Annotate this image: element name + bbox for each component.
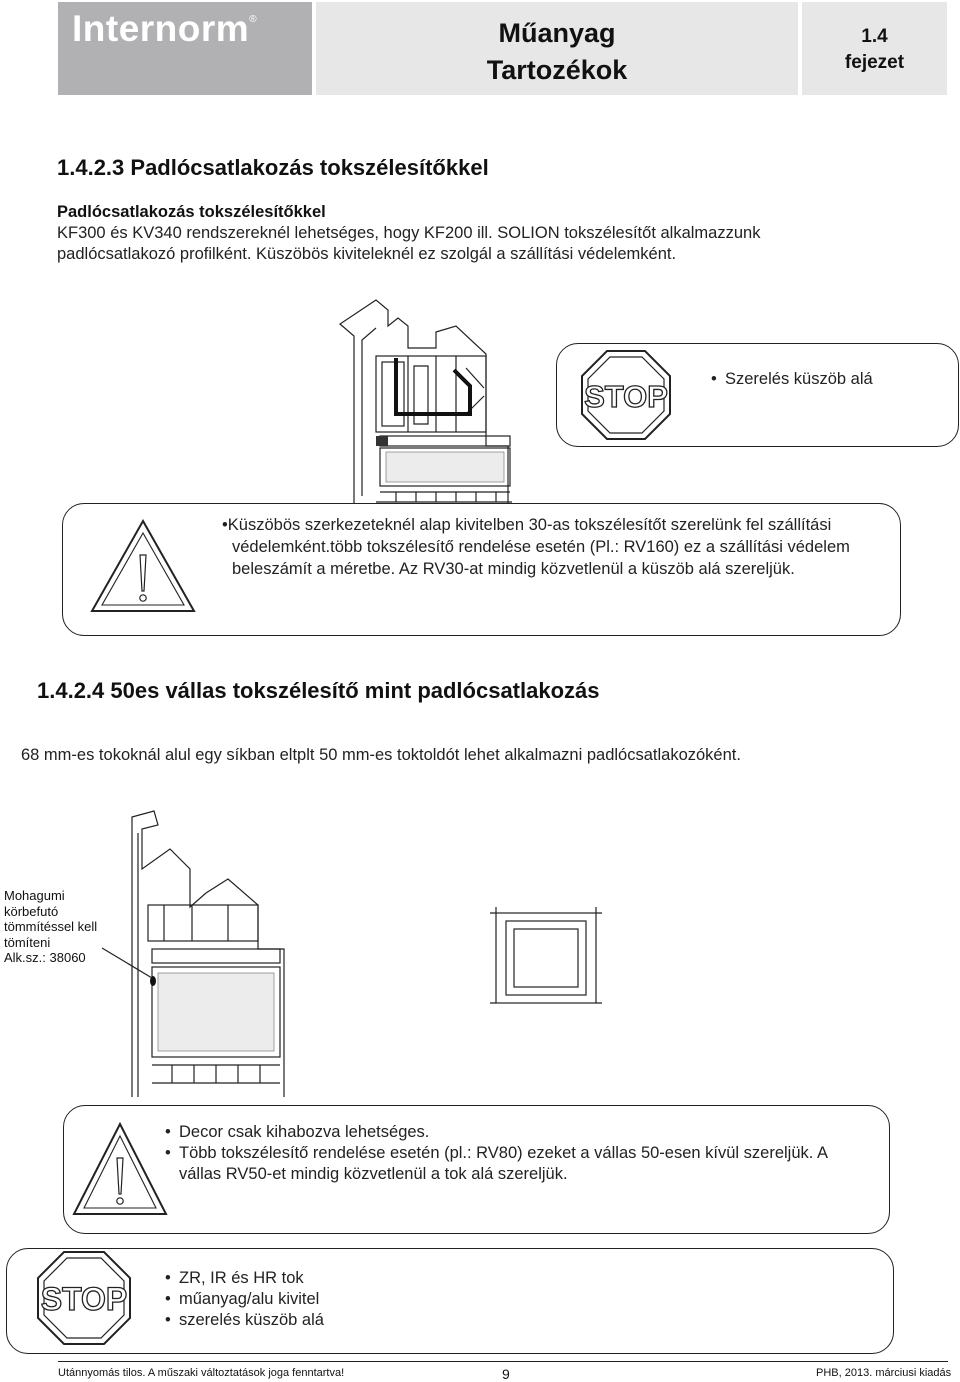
section2-body: 68 mm-es tokoknál alul egy síkban eltplt 50 mm-es toktoldót lehet alkalmazni padlócsatlakozóként.: [21, 746, 741, 764]
chapter-block: [802, 2, 947, 95]
warning-list-2: [165, 1122, 865, 1185]
stop-notice-item: • Szerelés küszöb alá: [711, 369, 873, 390]
warning-line-1: •Küszöbös szerkezeteknél alap kivitelben 30-as tokszélesítőt szerelünk fel szállítási: [222, 516, 832, 534]
page-number: 9: [502, 1366, 510, 1382]
warning-item: • Több tokszélesítő rendelése esetén (pl.: RV80) ezeket a vállas 50-esen kívül szereljük. A vállas RV50-et mindig közvetlenül a tok alá szereljük.: [165, 1143, 865, 1185]
footer-notice: Utánnyomás tilos. A műszaki változtatások joga fenntartva!: [58, 1367, 345, 1379]
warning-triangle-icon: [90, 519, 196, 613]
gasket-callout: Mohagumi körbefutó tömmítéssel kell tömíteni Alk.sz.: 38060: [4, 888, 98, 965]
stop-notice-item: • műanyag/alu kivitel: [165, 1289, 324, 1310]
brand-logo-block: [58, 2, 312, 95]
warning-triangle-icon: [72, 1122, 168, 1216]
stop-notice-list: [711, 369, 873, 390]
subheading: Padlócsatlakozás tokszélesítőkkel: [57, 203, 326, 221]
stop-notice-list-2: [165, 1268, 324, 1331]
stop-sign-label: STOP: [584, 379, 668, 414]
chapter-number: 1.4: [861, 26, 888, 47]
brand-logo: Internorm®: [72, 8, 258, 49]
footer-rule: [58, 1361, 948, 1362]
chapter-label: fejezet: [844, 52, 905, 73]
stop-sign-icon: [580, 349, 672, 441]
sash-cross-section-drawing: [488, 905, 604, 1011]
warning-line-2: védelemként.több tokszélesítő rendelése esetén (Pl.: RV160) ez a szállítási védelem: [232, 538, 850, 556]
stop-notice-box-2: [6, 1248, 894, 1354]
section-heading-1424: 1.4.2.4 50es vállas tokszélesítő mint padlócsatlakozás: [37, 678, 600, 703]
body-line-1: KF300 és KV340 rendszereknél lehetséges, hogy KF200 ill. SOLION tokszélesítőt alkalmazzunk: [57, 224, 761, 242]
warning-item: • Decor csak kihabozva lehetséges.: [165, 1122, 865, 1143]
profile-drawing-kf300: [336, 296, 522, 506]
header-title-line2: Tartozékok: [486, 55, 628, 85]
stop-notice-item: • ZR, IR és HR tok: [165, 1268, 324, 1289]
stop-sign-label: STOP: [40, 1281, 128, 1317]
header-title-line1: Műanyag: [498, 18, 616, 48]
stop-notice-item: • szerelés küszöb alá: [165, 1310, 324, 1331]
warning-line-3: beleszámít a méretbe. Az RV30-at mindig közvetlenül a küszöb alá szereljük.: [232, 560, 795, 578]
footer-edition: PHB, 2013. márciusi kiadás: [816, 1367, 952, 1379]
stop-sign-icon: [36, 1250, 132, 1346]
body-line-2: padlócsatlakozó profilként. Küszöbös kiviteleknél ez szolgál a szállítási védelemként.: [57, 245, 677, 263]
callout-leader-line: [100, 940, 160, 990]
section-heading-1423: 1.4.2.3 Padlócsatlakozás tokszélesítőkkel: [57, 155, 489, 180]
header-title-block: [316, 2, 798, 95]
